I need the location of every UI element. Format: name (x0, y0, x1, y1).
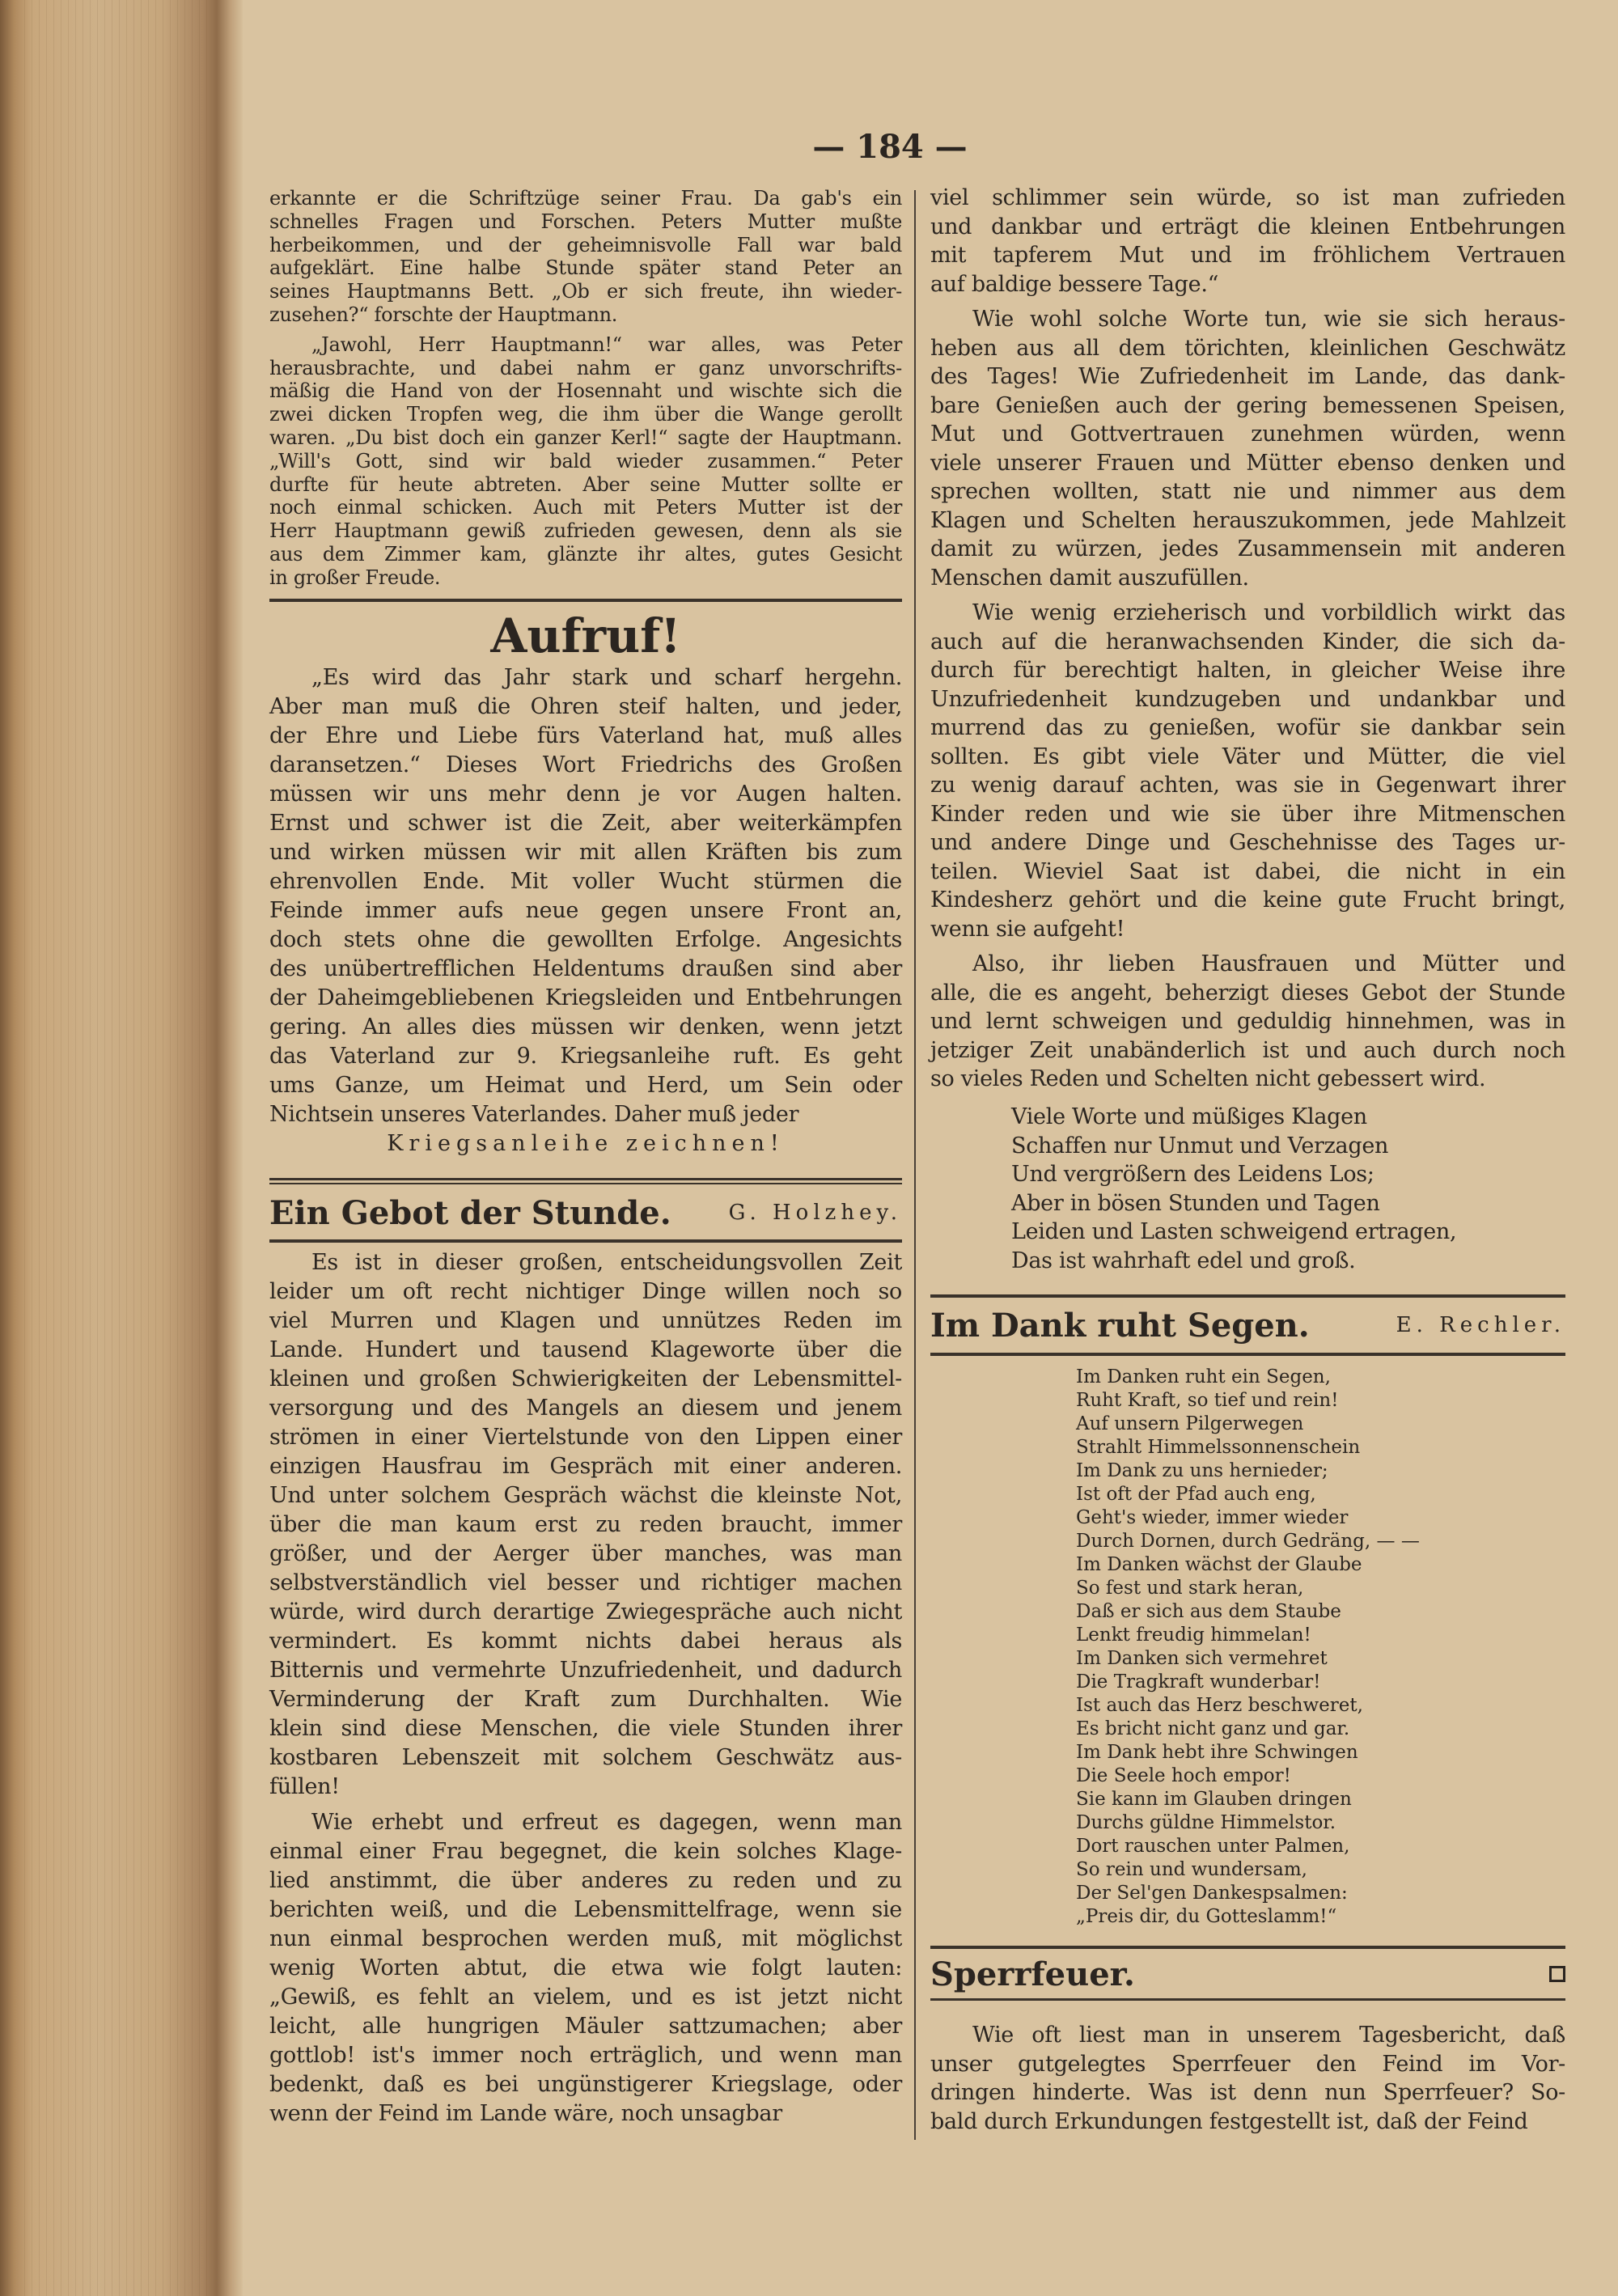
text-line: versorgung und des Mangels an diesem und jenem (269, 1396, 902, 1421)
sperrfeuer-heading (930, 1954, 1565, 1994)
dank-heading (930, 1305, 1565, 1345)
paragraph (269, 1808, 902, 2129)
text-line: ehrenvollen Ende. Mit voller Wucht stürmen die (269, 869, 902, 894)
text-line: aufgeklärt. Eine halbe Stunde später stand Peter an (269, 256, 902, 280)
column-divider (914, 190, 916, 2140)
text-line: und dankbar und erträgt die kleinen Entbehrungen (930, 214, 1565, 239)
dank-poem (1076, 1366, 1561, 1929)
text-line: über die man kaum erst zu reden braucht, immer (269, 1512, 902, 1537)
text-line: einzigen Hausfrau im Gespräch mit einer anderen. (269, 1454, 902, 1479)
text-line: auf baldige bessere Tage.“ (930, 271, 1219, 297)
text-line: auch auf die heranwachsenden Kinder, die sich da- (930, 629, 1565, 654)
text-line: durch für berechtigt halten, in gleicher Weise ihre (930, 658, 1565, 683)
text-line: wenn sie aufgeht! (930, 916, 1125, 942)
text-line: nun einmal besprochen werden muß, mit möglichst (269, 1926, 902, 1951)
text-line: ums Ganze, um Heimat und Herd, um Sein oder (269, 1073, 902, 1098)
poem-verse: Es bricht nicht ganz und gar. (1076, 1718, 1350, 1739)
text-line: Und unter solchem Gespräch wächst die kleinste Not, (269, 1483, 902, 1508)
section-rule (269, 599, 902, 602)
paragraph (930, 599, 1565, 943)
text-line: Verminderung der Kraft zum Durchhalten. Wie (269, 1687, 902, 1712)
text-line: dringen hinderte. Was ist denn nun Sperrfeuer? So- (930, 2080, 1565, 2105)
text-line: strömen in einer Viertelstunde von den Lippen einer (269, 1425, 902, 1450)
poem-verse: Die Tragkraft wunderbar! (1076, 1671, 1321, 1692)
text-line: zu wenig darauf achten, was sie in Gegenwart ihrer (930, 773, 1565, 798)
double-rule-top (269, 1178, 902, 1180)
paragraph (930, 950, 1565, 1094)
poem-verse: „Preis dir, du Gotteslamm!“ (1076, 1906, 1337, 1927)
text-line: viele unserer Frauen und Mütter ebenso denken und (930, 450, 1565, 476)
text-line: größer, und der Aerger über manches, was man (269, 1541, 902, 1566)
section-rule (930, 1998, 1565, 2001)
aufruf-closing: Kriegsanleihe zeichnen! (387, 1131, 785, 1156)
poem-verse: Im Dank hebt ihre Schwingen (1076, 1742, 1358, 1763)
poem-verse: Daß er sich aus dem Staube (1076, 1601, 1341, 1622)
poem-verse: Ist auch das Herz beschweret, (1076, 1695, 1363, 1716)
text-line: viel schlimmer sein würde, so ist man zufrieden (930, 185, 1565, 210)
poem-verse: Dort rauschen unter Palmen, (1076, 1836, 1350, 1857)
text-line: kleinen und großen Schwierigkeiten der Lebensmittel- (269, 1366, 902, 1392)
gebot-body (269, 1248, 902, 2129)
text-line: herausbrachte, und dabei nahm er ganz unvorschrifts- (269, 356, 902, 379)
poem-verse: Lenkt freudig himmelan! (1076, 1625, 1311, 1646)
text-line: Unzufriedenheit kundzugeben und undankbar und (930, 686, 1565, 712)
poem-verse: Ist oft der Pfad auch eng, (1076, 1484, 1316, 1505)
text-line: Also, ihr lieben Hausfrauen und Mütter und (972, 951, 1565, 976)
poem-verse: Im Dank zu uns hernieder; (1076, 1460, 1328, 1481)
text-line: so vieles Reden und Schelten nicht gebessert wird. (930, 1066, 1486, 1091)
poem-verse: So fest und stark heran, (1076, 1578, 1304, 1599)
poem-verse: Aber in bösen Stunden und Tagen (1011, 1190, 1380, 1216)
poem-verse: Die Seele hoch empor! (1076, 1765, 1291, 1786)
text-line: teilen. Wieviel Saat ist dabei, die nicht in ein (930, 858, 1565, 884)
text-line: noch einmal schicken. Auch mit Peters Mutter ist der (269, 496, 902, 519)
aufruf-title: Aufruf! (490, 608, 681, 663)
text-line: damit zu würzen, jedes Zusammensein mit anderen (930, 536, 1565, 561)
poem-verse: Der Sel'gen Dankespsalmen: (1076, 1883, 1348, 1904)
text-line: zwei dicken Tropfen weg, die ihm über die Wange gerollt (269, 403, 902, 426)
text-line: aus dem Zimmer kam, glänzte ihr altes, gutes Gesicht (269, 542, 902, 566)
text-line: viel Murren und Klagen und unnützes Reden im (269, 1308, 902, 1333)
poem-verse: Sie kann im Glauben dringen (1076, 1789, 1352, 1810)
text-line: murrend das zu genießen, wofür sie dankbar sein (930, 715, 1565, 740)
text-line: und wirken müssen wir mit allen Kräften bis zum (269, 840, 902, 865)
text-line: Mut und Gottvertrauen zunehmen würden, wenn (930, 421, 1565, 447)
text-line: bald durch Erkundungen festgestellt ist, daß der Feind (930, 2108, 1528, 2134)
paragraph (269, 1248, 902, 1802)
text-line: herbeikommen, und der geheimnisvolle Fall war bald (269, 233, 902, 256)
double-rule-bottom (269, 1183, 902, 1184)
text-line: wenig Worten abtut, die etwa wie folgt lauten: (269, 1955, 902, 1980)
text-line: füllen! (269, 1774, 340, 1799)
paragraph (269, 333, 902, 590)
paragraph (269, 187, 902, 327)
section-rule (930, 1294, 1565, 1298)
poem-verse: Viele Worte und müßiges Klagen (1011, 1104, 1367, 1129)
poem-verse: Auf unsern Pilgerwegen (1076, 1413, 1304, 1434)
text-line: Ernst und schwer ist die Zeit, aber weiterkämpfen (269, 811, 902, 836)
text-line: Kindesherz gehört und die keine gute Frucht bringt, (930, 887, 1565, 913)
poem-verse: Schaffen nur Unmut und Verzagen (1011, 1133, 1389, 1159)
text-line: Wie wenig erzieherisch und vorbildlich wirkt das (972, 600, 1565, 625)
paragraph (930, 184, 1565, 299)
poem-verse: Das ist wahrhaft edel und groß. (1011, 1248, 1356, 1273)
text-line: zusehen?“ forschte der Hauptmann. (269, 303, 618, 326)
story-continuation (269, 187, 902, 590)
gebot-continuation (930, 184, 1565, 1094)
poem-verse: So rein und wundersam, (1076, 1859, 1307, 1880)
text-line: einmal einer Frau begegnet, die kein solches Klage- (269, 1839, 902, 1864)
text-line: Nichtsein unseres Vaterlandes. Daher muß jeder (269, 1102, 799, 1127)
text-line: unser gutgelegtes Sperrfeuer den Feind im Vor- (930, 2051, 1565, 2077)
text-line: vermindert. Es kommt nichts dabei heraus als (269, 1629, 902, 1654)
gebot-author: G. Holzhey. (728, 1201, 902, 1225)
text-line: berichten weiß, und die Lebensmittelfrage, wenn sie (269, 1897, 902, 1922)
text-line: seines Hauptmanns Bett. „Ob er sich freute, ihn wieder- (269, 280, 902, 303)
text-line: daransetzen.“ Dieses Wort Friedrichs des Großen (269, 752, 902, 777)
text-line: gottlob! ist's immer noch erträglich, und wenn man (269, 2043, 902, 2068)
text-line: schnelles Fragen und Forschen. Peters Mutter mußte (269, 210, 902, 233)
text-line: müssen wir uns mehr denn je vor Augen halten. (269, 782, 902, 807)
text-line: lied anstimmt, die über anderes zu reden und zu (269, 1868, 902, 1893)
gebot-heading (269, 1192, 902, 1233)
text-line: Aber man muß die Ohren steif halten, und jeder, (269, 694, 902, 719)
poem-verse: Im Danken sich vermehret (1076, 1648, 1328, 1669)
square-ornament-icon (1549, 1966, 1565, 1982)
text-line: Bitternis und vermehrte Unzufriedenheit, und dadurch (269, 1658, 902, 1683)
poem-verse: Strahlt Himmelssonnenschein (1076, 1437, 1361, 1458)
text-line: leicht, alle hungrigen Mäuler sattzumachen; aber (269, 2014, 902, 2039)
text-line: „Will's Gott, sind wir bald wieder zusammen.“ Peter (269, 449, 902, 472)
text-line: waren. „Du bist doch ein ganzer Kerl!“ sagte der Hauptmann. (269, 426, 902, 449)
text-line: kostbaren Lebenszeit mit solchem Geschwätz aus- (269, 1745, 902, 1770)
text-line: heben aus all dem törichten, kleinlichen Geschwätz (930, 335, 1565, 361)
text-line: und lernt schweigen und geduldig hinnehmen, was in (930, 1009, 1565, 1034)
text-line: jetziger Zeit unabänderlich ist und auch durch noch (930, 1037, 1565, 1063)
text-line: wenn der Feind im Lande wäre, noch unsagbar (269, 2101, 782, 2126)
text-line: alle, die es angeht, beherzigt dieses Gebot der Stunde (930, 980, 1565, 1006)
text-line: klein sind diese Menschen, die viele Stunden ihrer (269, 1716, 902, 1741)
text-line: Es ist in dieser großen, entscheidungsvollen Zeit (311, 1250, 902, 1275)
text-line: mäßig die Hand von der Hosennaht und wischte sich die (269, 379, 902, 403)
text-line: und andere Dinge und Geschehnisse des Tages ur- (930, 830, 1565, 855)
poem-verse: Durchs güldne Himmelstor. (1076, 1812, 1336, 1833)
aufruf-body (269, 663, 902, 1129)
text-line: sollten. Es gibt viele Väter und Mütter, die viel (930, 743, 1565, 769)
text-line: leider um oft recht nichtiger Dinge willen noch so (269, 1279, 902, 1304)
text-line: der Ehre und Liebe fürs Vaterland hat, muß alles (269, 723, 902, 748)
text-line: Menschen damit auszufüllen. (930, 565, 1249, 591)
gebot-title: Ein Gebot der Stunde. (269, 1193, 671, 1232)
text-line: bedenkt, daß es bei ungünstigerer Kriegslage, oder (269, 2072, 902, 2097)
text-line: Herr Hauptmann gewiß zufrieden gewesen, denn als sie (269, 519, 902, 543)
sperrfeuer-body (930, 2021, 1565, 2136)
poem-verse: Im Danken wächst der Glaube (1076, 1554, 1362, 1575)
poem-verse: Durch Dornen, durch Gedräng, — — (1076, 1531, 1420, 1552)
text-line: das Vaterland zur 9. Kriegsanleihe ruft. Es geht (269, 1044, 902, 1069)
dank-author: E. Rechler. (1396, 1313, 1565, 1337)
text-line: Wie erhebt und erfreut es dagegen, wenn man (311, 1810, 902, 1835)
poem-verse: Im Danken ruht ein Segen, (1076, 1366, 1331, 1387)
gebot-poem (1011, 1103, 1561, 1275)
text-line: Wie oft liest man in unserem Tagesbericht, daß (972, 2023, 1565, 2048)
section-rule (930, 1946, 1565, 1949)
poem-verse: Leiden und Lasten schweigend ertragen, (1011, 1219, 1457, 1244)
text-line: würde, wird durch derartige Zwiegespräche auch nicht (269, 1599, 902, 1625)
text-line: gering. An alles dies müssen wir denken, wenn jetzt (269, 1015, 902, 1040)
text-line: selbstverständlich viel besser und richtiger machen (269, 1570, 902, 1595)
book-binding-edge (0, 0, 243, 2296)
text-line: Kinder reden und wie sie über ihre Mitmenschen (930, 801, 1565, 827)
text-line: Klagen und Schelten herauszukommen, jede Mahlzeit (930, 507, 1565, 533)
text-line: sprechen wollten, statt nie und nimmer aus dem (930, 479, 1565, 504)
text-line: des unübertrefflichen Heldentums draußen sind aber (269, 956, 902, 981)
text-line: „Jawohl, Herr Hauptmann!“ war alles, was Peter (311, 333, 902, 356)
text-line: in großer Freude. (269, 566, 441, 589)
dank-title: Im Dank ruht Segen. (930, 1306, 1310, 1345)
text-line: erkannte er die Schriftzüge seiner Frau. Da gab's ein (269, 187, 902, 210)
text-line: Lande. Hundert und tausend Klageworte über die (269, 1337, 902, 1362)
text-line: mit tapferem Mut und im fröhlichem Vertrauen (930, 243, 1565, 268)
page-stack-edges (24, 0, 210, 2296)
section-rule (930, 1353, 1565, 1356)
paragraph (269, 663, 902, 1129)
text-line: Wie wohl solche Worte tun, wie sie sich heraus- (972, 307, 1565, 332)
text-line: „Gewiß, es fehlt an vielem, und es ist jetzt nicht (269, 1985, 902, 2010)
text-line: bare Genießen auch der gering bemessenen Speisen, (930, 392, 1565, 418)
sperrfeuer-title: Sperrfeuer. (930, 1955, 1135, 1993)
text-line: Feinde immer aufs neue gegen unsere Front an, (269, 898, 902, 923)
text-line: doch stets ohne die gewollten Erfolge. Angesichts (269, 927, 902, 952)
text-line: der Daheimgebliebenen Kriegsleiden und Entbehrungen (269, 985, 902, 1010)
section-rule (269, 1239, 902, 1243)
poem-verse: Ruht Kraft, so tief und rein! (1076, 1390, 1339, 1411)
poem-verse: Geht's wieder, immer wieder (1076, 1507, 1349, 1528)
poem-verse: Und vergrößern des Leidens Los; (1011, 1162, 1374, 1187)
paragraph (930, 2021, 1565, 2136)
page-number: — 184 — (812, 128, 968, 166)
text-line: des Tages! Wie Zufriedenheit im Lande, das dank- (930, 364, 1565, 389)
paragraph (930, 305, 1565, 592)
text-line: durfte für heute abtreten. Aber seine Mutter sollte er (269, 472, 902, 496)
text-line: „Es wird das Jahr stark und scharf hergehn. (311, 665, 902, 690)
